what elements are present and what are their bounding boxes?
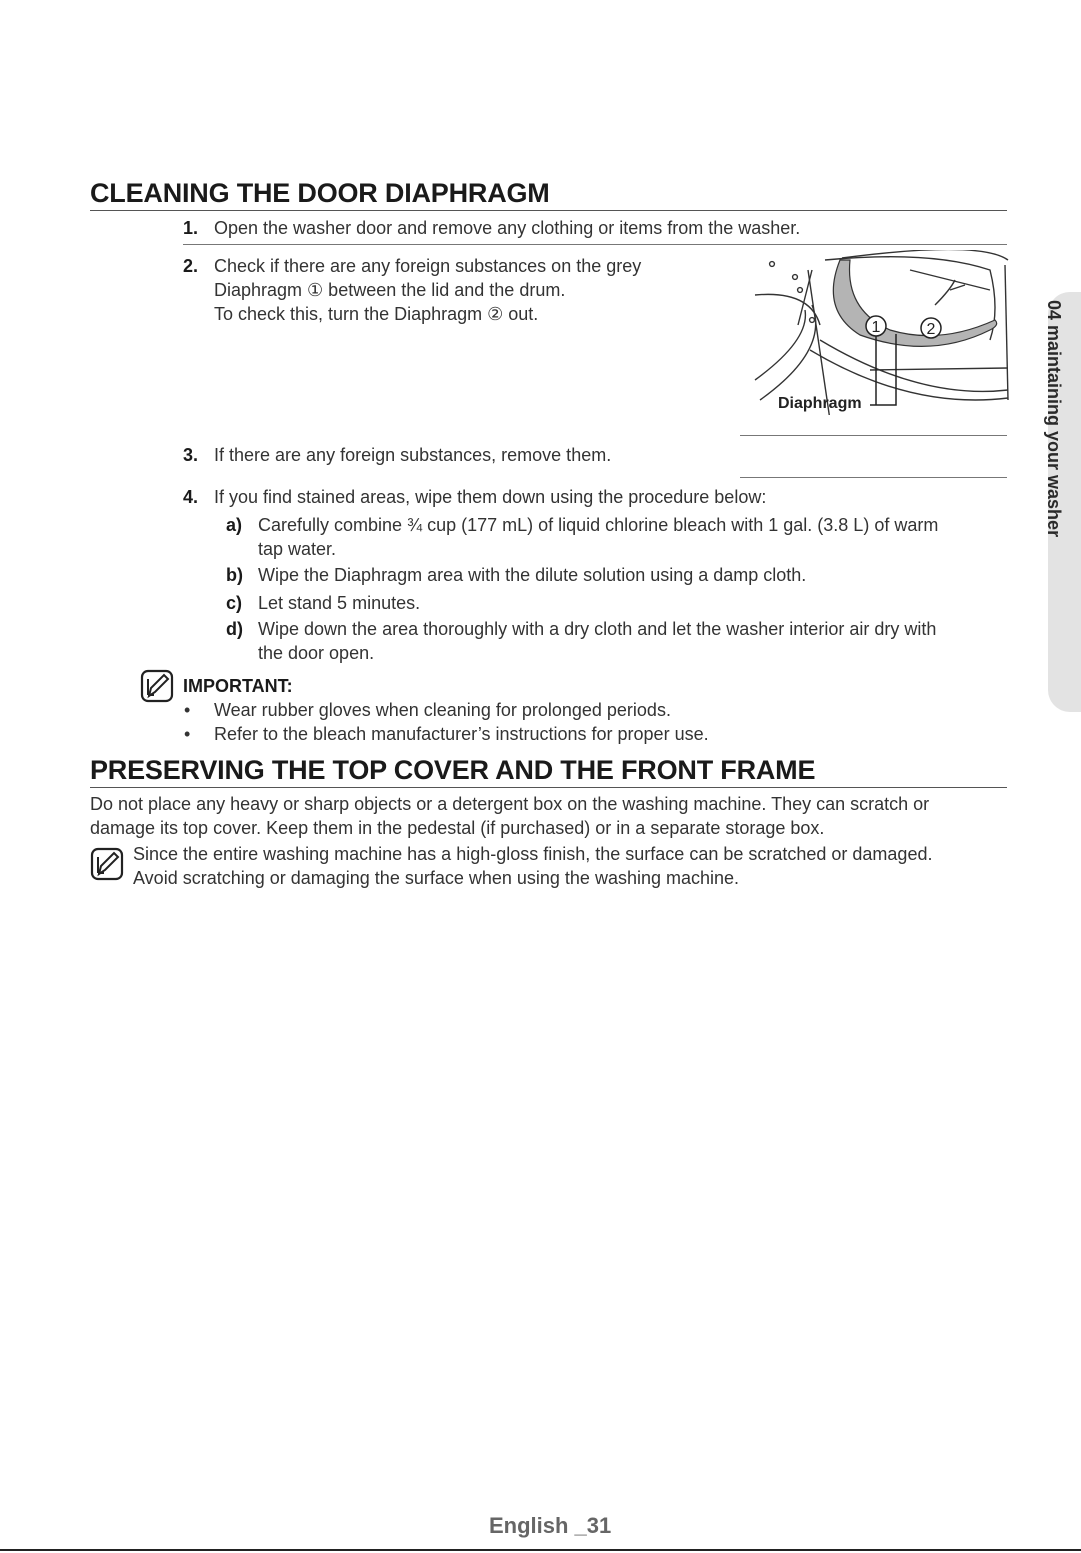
callout-2: 2 [926, 321, 936, 338]
step-number: 1. [183, 218, 199, 238]
step-2-line: To check this, turn the Diaphragm ② out. [214, 304, 539, 324]
substep-letter: c) [226, 593, 243, 613]
substep-a-text [258, 513, 938, 561]
step-divider [740, 477, 1007, 478]
step-number: 3. [183, 445, 199, 465]
step-number: 4. [183, 487, 199, 507]
section-title-cleaning: CLEANING THE DOOR DIAPHRAGM [90, 178, 550, 208]
important-title: IMPORTANT: [183, 676, 293, 696]
step-1 [183, 216, 198, 240]
step-3-text: If there are any foreign substances, remove them. [214, 445, 612, 465]
substep-line: tap water. [258, 539, 337, 559]
substep-d-text [258, 617, 936, 665]
page-footer: English _31 [489, 1513, 612, 1538]
step-2-line: Diaphragm ① between the lid and the drum. [214, 280, 566, 300]
substep-letter: b) [226, 565, 243, 585]
section-rule [90, 210, 1007, 211]
paragraph-line: Do not place any heavy or sharp objects or a detergent box on the washing machine. They can scratch or [90, 794, 930, 814]
bottom-rule [0, 1549, 1081, 1551]
paragraph-line: damage its top cover. Keep them in the pedestal (if purchased) or in a separate storage box. [90, 818, 825, 838]
substep-line: the door open. [258, 643, 375, 663]
substep-line: Wipe down the area thoroughly with a dry cloth and let the washer interior air dry with [258, 619, 937, 639]
chapter-tab-label: 04 maintaining your washer [1044, 300, 1064, 538]
step-1-text: Open the washer door and remove any clothing or items from the washer. [214, 218, 801, 238]
important-bullet: • Wear rubber gloves when cleaning for prolonged periods. [214, 698, 671, 722]
note-icon [90, 847, 124, 881]
substep-letter: a) [226, 515, 243, 535]
section-rule [90, 787, 1007, 788]
step-2-text [214, 254, 641, 326]
note-icon [140, 669, 174, 703]
step-2-line: Check if there are any foreign substances on the grey [214, 256, 642, 276]
important-bullet: • Refer to the bleach manufacturer’s instructions for proper use. [214, 722, 709, 746]
step-number: 2. [183, 256, 199, 276]
figure-label: Diaphragm [778, 395, 862, 412]
step-divider [183, 244, 1007, 245]
section-title-preserving: PRESERVING THE TOP COVER AND THE FRONT FRAME [90, 755, 816, 785]
diaphragm-illustration [750, 250, 1010, 415]
substep-b-text: Wipe the Diaphragm area with the dilute solution using a damp cloth. [258, 565, 807, 585]
note-line: Avoid scratching or damaging the surface when using the washing machine. [133, 868, 740, 888]
preserving-note [133, 842, 932, 890]
note-line: Since the entire washing machine has a high-gloss finish, the surface can be scratched or damaged. [133, 844, 933, 864]
step-divider [740, 435, 1007, 436]
step-4-text: If you find stained areas, wipe them down using the procedure below: [214, 487, 767, 507]
substep-c-text: Let stand 5 minutes. [258, 593, 421, 613]
preserving-paragraph [90, 792, 929, 840]
substep-line: Carefully combine ¾ cup (177 mL) of liquid chlorine bleach with 1 gal. (3.8 L) of warm [258, 515, 939, 535]
callout-1: 1 [871, 319, 881, 336]
substep-letter: d) [226, 619, 243, 639]
